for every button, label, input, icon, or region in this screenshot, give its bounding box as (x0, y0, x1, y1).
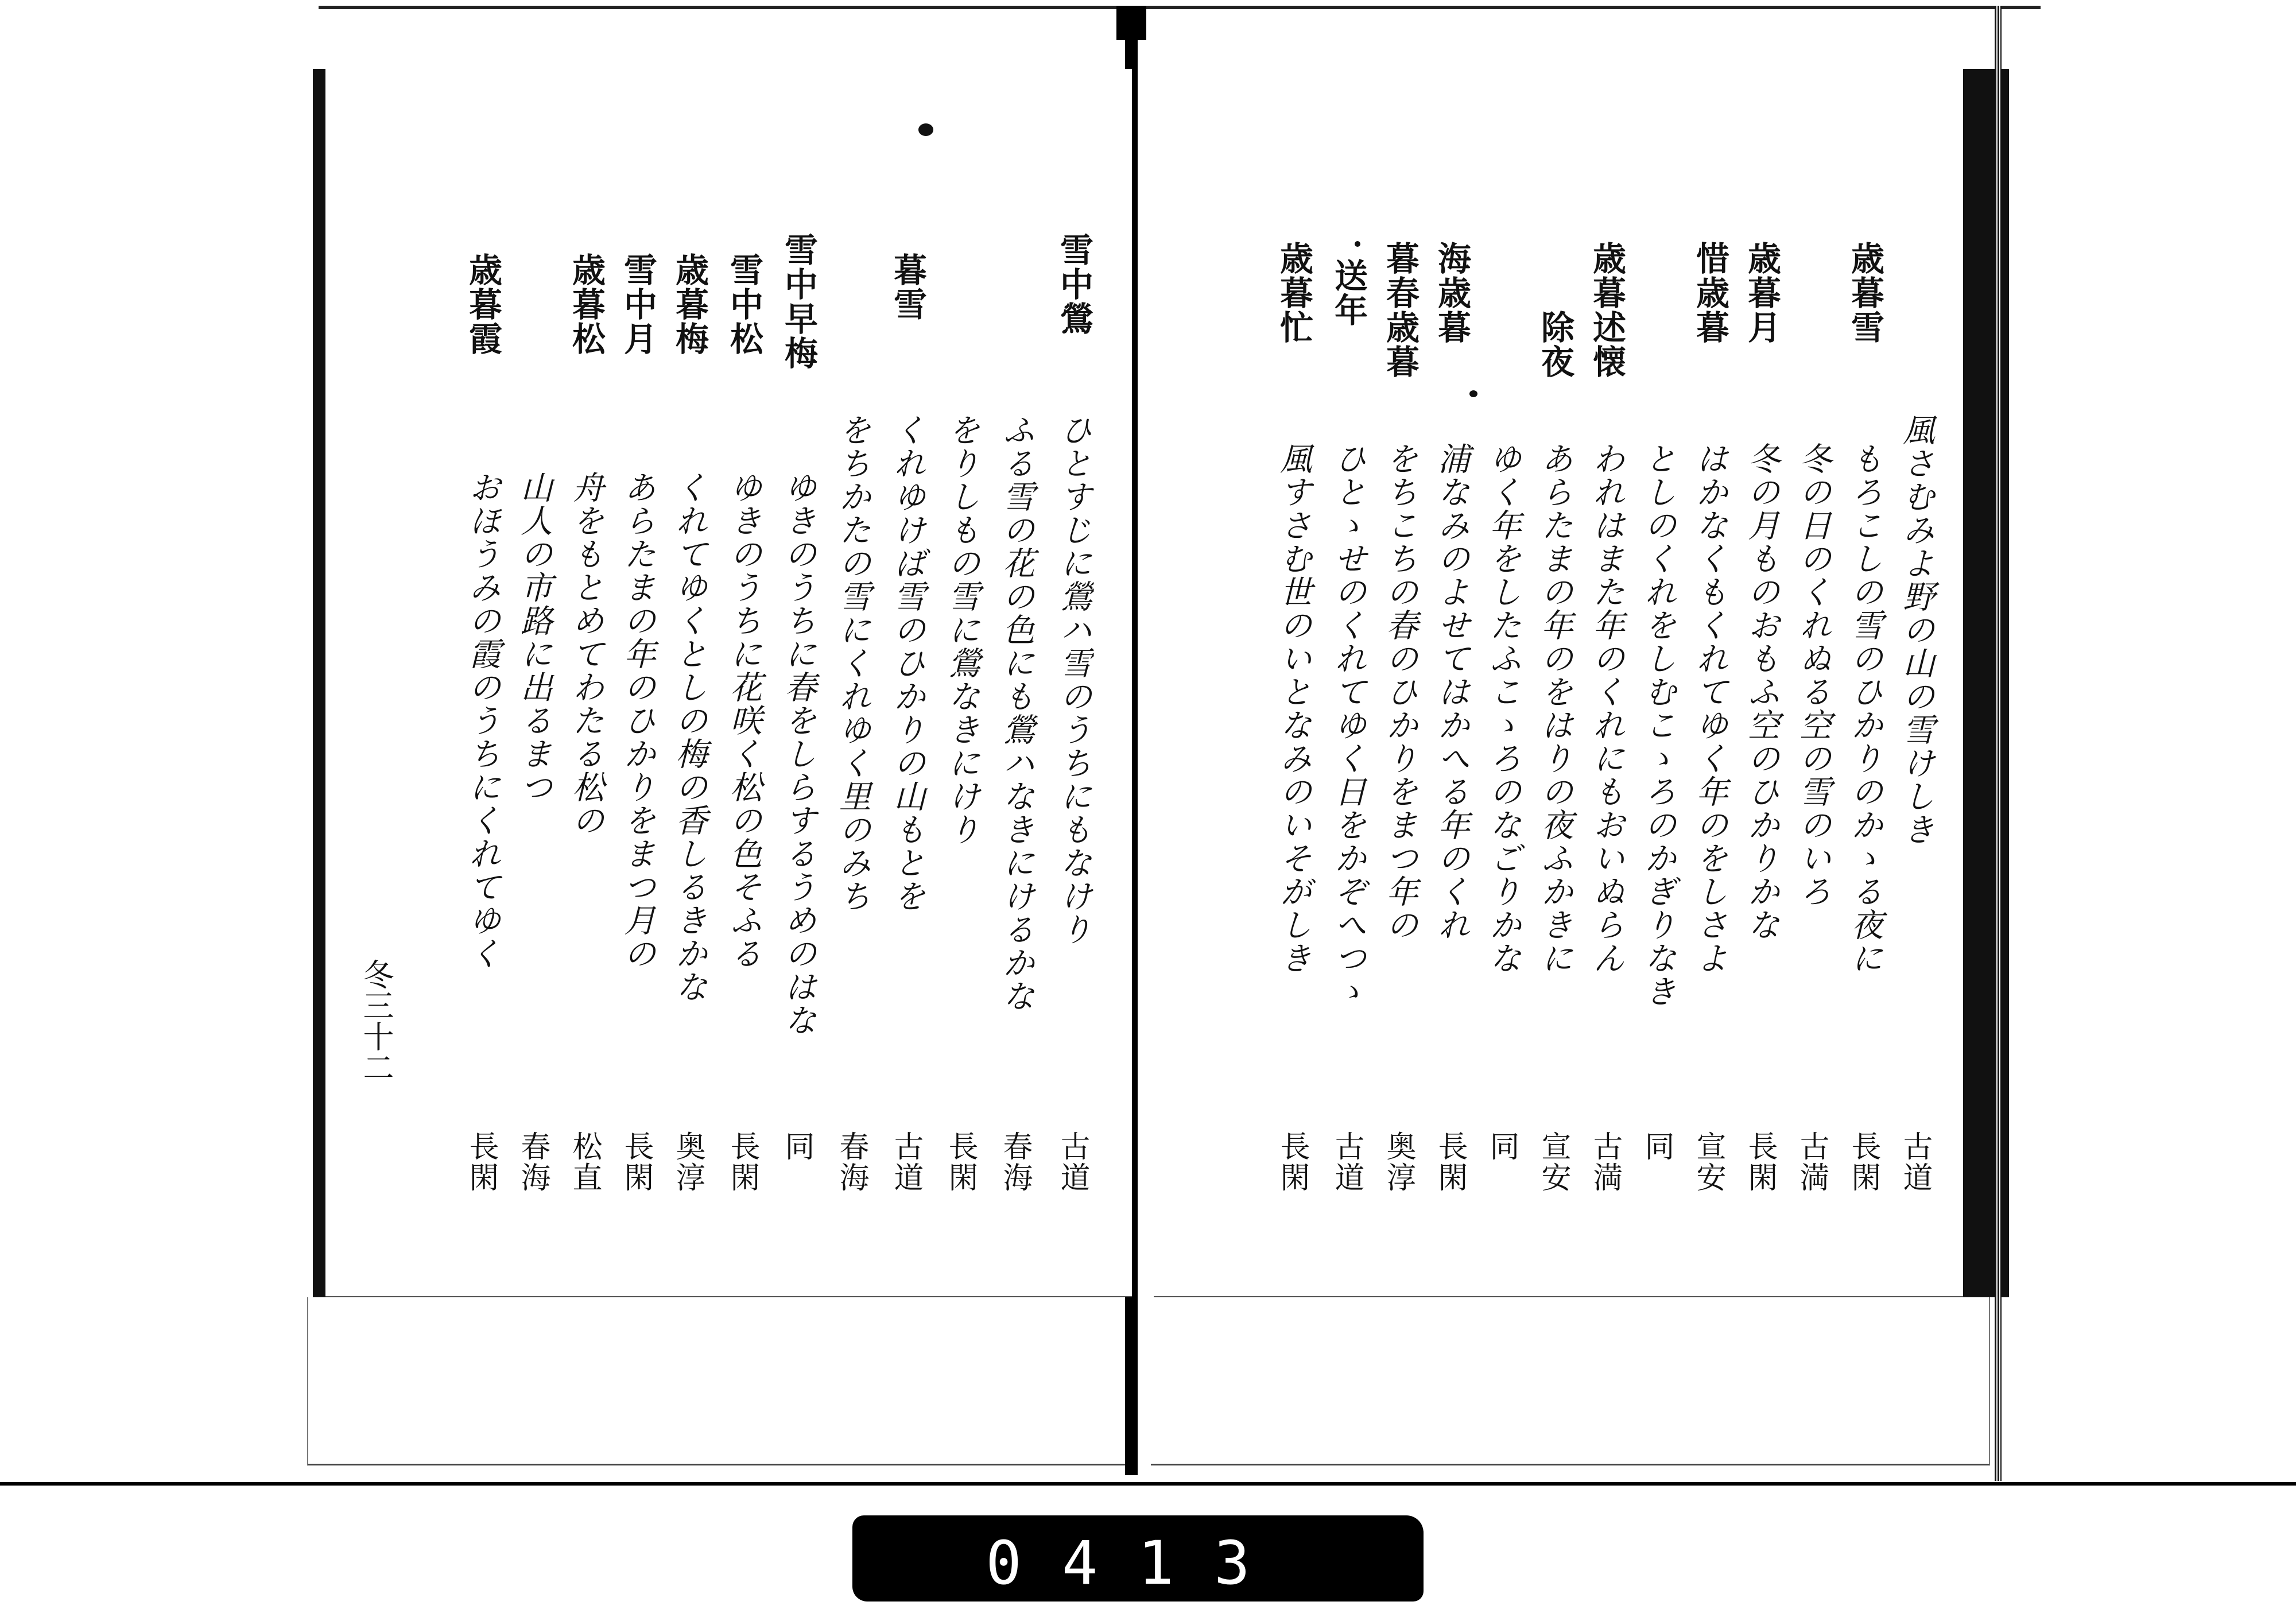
poem-body: ふる雪の花の色にも鶯ハなきにけるかな (998, 413, 1035, 1013)
poem-author: 春海 (834, 1131, 868, 1193)
poem-author: 長閑 (1743, 1131, 1777, 1193)
poem-body: 風さむみよ野の山の雪けしき (1898, 413, 1935, 846)
poem-body: はかなくもくれてゆく年のをしさよ (1691, 442, 1728, 975)
poem-author: 古満 (1794, 1131, 1829, 1193)
poem-author: 古満 (1588, 1131, 1622, 1193)
poem-body: あらたまの年のをはりの夜ふかきに (1536, 442, 1573, 975)
poem-body: われはまた年のくれにもおいぬらん (1588, 442, 1625, 975)
poem-title: 海歳暮 (1432, 241, 1471, 344)
left-page (313, 69, 1132, 1297)
underlying-page-left (307, 1297, 1129, 1465)
scan-bottom-line (0, 1482, 2296, 1486)
poem-title: 雪中早梅 (779, 232, 818, 370)
stamp-number: 0413 (986, 1528, 1290, 1598)
poem-title: 暮雪 (888, 253, 927, 321)
poem-author: 古道 (1329, 1131, 1364, 1193)
poem-title: 雪中月 (618, 253, 657, 356)
poem-author: 松直 (567, 1131, 602, 1193)
poem-body: をりしもの雪に鶯なきにけり (943, 413, 980, 846)
underlying-page-right (1151, 1297, 1990, 1465)
poem-body: ゆきのうちに春をしらするうめのはな (779, 471, 817, 1037)
poem-body: 山人の市路に出るまつ (515, 471, 553, 804)
poem-body: 舟をもとめてわたる松の (567, 471, 604, 837)
poem-title: 歳暮梅 (670, 253, 709, 356)
poem-title: 歳暮忙 (1274, 241, 1313, 344)
poem-author: 宣安 (1691, 1131, 1725, 1193)
poem-author: 古道 (1055, 1131, 1089, 1193)
poem-title: 惜歳暮 (1690, 241, 1729, 344)
poem-body: あらたまの年のひかりをまつ月の (619, 471, 656, 970)
poem-body: としのくれをしむこゝろのかぎりなき (1639, 442, 1677, 1008)
poem-author: 同 (1484, 1131, 1519, 1162)
page-number: 冬三十二 (358, 959, 394, 1083)
archive-stamp (852, 1515, 1424, 1602)
poem-author: 長閑 (1433, 1131, 1467, 1193)
poem-body: もろこしの雪のひかりのかゝる夜に (1846, 442, 1883, 975)
poem-title: 歳暮松 (567, 253, 606, 356)
page-stack-edge (1995, 6, 2002, 1481)
poem-author: 奥淳 (1381, 1131, 1415, 1193)
poem-author: 春海 (998, 1131, 1032, 1193)
book-spread (313, 69, 1989, 1458)
poem-body: おほうみの霞のうちにくれてゆく (464, 471, 501, 970)
poem-body: をちこちの春のひかりをまつ年の (1381, 442, 1418, 941)
poem-author: 古道 (889, 1131, 923, 1193)
poem-author: 長閑 (464, 1131, 498, 1193)
poem-body: 冬の日のくれぬる空の雪のいろ (1794, 442, 1832, 908)
poem-title: 歳暮霞 (463, 253, 502, 356)
poem-author: 奥淳 (670, 1131, 705, 1193)
right-page (1154, 69, 2009, 1297)
poem-body: ひとすじに鶯ハ雪のうちにもなけり (1055, 413, 1092, 946)
poem-author: 長閑 (943, 1131, 978, 1193)
poem-body: ひとゝせのくれてゆく日をかぞへつゝ (1329, 442, 1367, 1008)
poem-author: 長閑 (1275, 1131, 1309, 1193)
poem-body: くれてゆくとしの梅の香しるきかな (670, 471, 708, 1003)
poem-body: 冬の月ものおもふ空のひかりかな (1743, 442, 1780, 941)
poem-author: 春海 (515, 1131, 550, 1193)
poem-author: 同 (1639, 1131, 1674, 1162)
poem-body: 風すさむ世のいとなみのいそがしき (1275, 442, 1312, 975)
poem-body: をちかたの雪にくれゆく里のみち (834, 413, 871, 913)
poem-title: 雪中松 (724, 253, 763, 356)
ink-speck (1469, 390, 1477, 397)
poem-author: 長閑 (725, 1131, 759, 1193)
poem-title: 送年 (1329, 258, 1368, 327)
poem-author: 古道 (1898, 1131, 1932, 1193)
poem-body: くれゆけば雪のひかりの山もとを (889, 413, 926, 913)
poem-title: 雪中鶯 (1054, 232, 1093, 336)
poem-body: ゆきのうちに花咲く松の色そふる (725, 471, 762, 970)
poem-title: 歳暮月 (1742, 241, 1781, 344)
poem-author: 長閑 (619, 1131, 653, 1193)
poem-author: 長閑 (1846, 1131, 1880, 1193)
poem-title: 歳暮述懐 (1587, 241, 1626, 379)
ink-speck (918, 123, 933, 136)
ink-speck (1355, 241, 1360, 247)
poem-author: 同 (779, 1131, 814, 1162)
poem-title: 除夜 (1535, 310, 1574, 379)
poem-author: 宣安 (1536, 1131, 1570, 1193)
scan-edge-top (319, 6, 2041, 9)
poem-title: 歳暮雪 (1845, 241, 1884, 344)
poem-body: ゆく年をしたふこゝろのなごりかな (1484, 442, 1522, 975)
poem-title: 暮春歳暮 (1380, 241, 1420, 379)
poem-body: 浦なみのよせてはかへる年のくれ (1433, 442, 1470, 941)
